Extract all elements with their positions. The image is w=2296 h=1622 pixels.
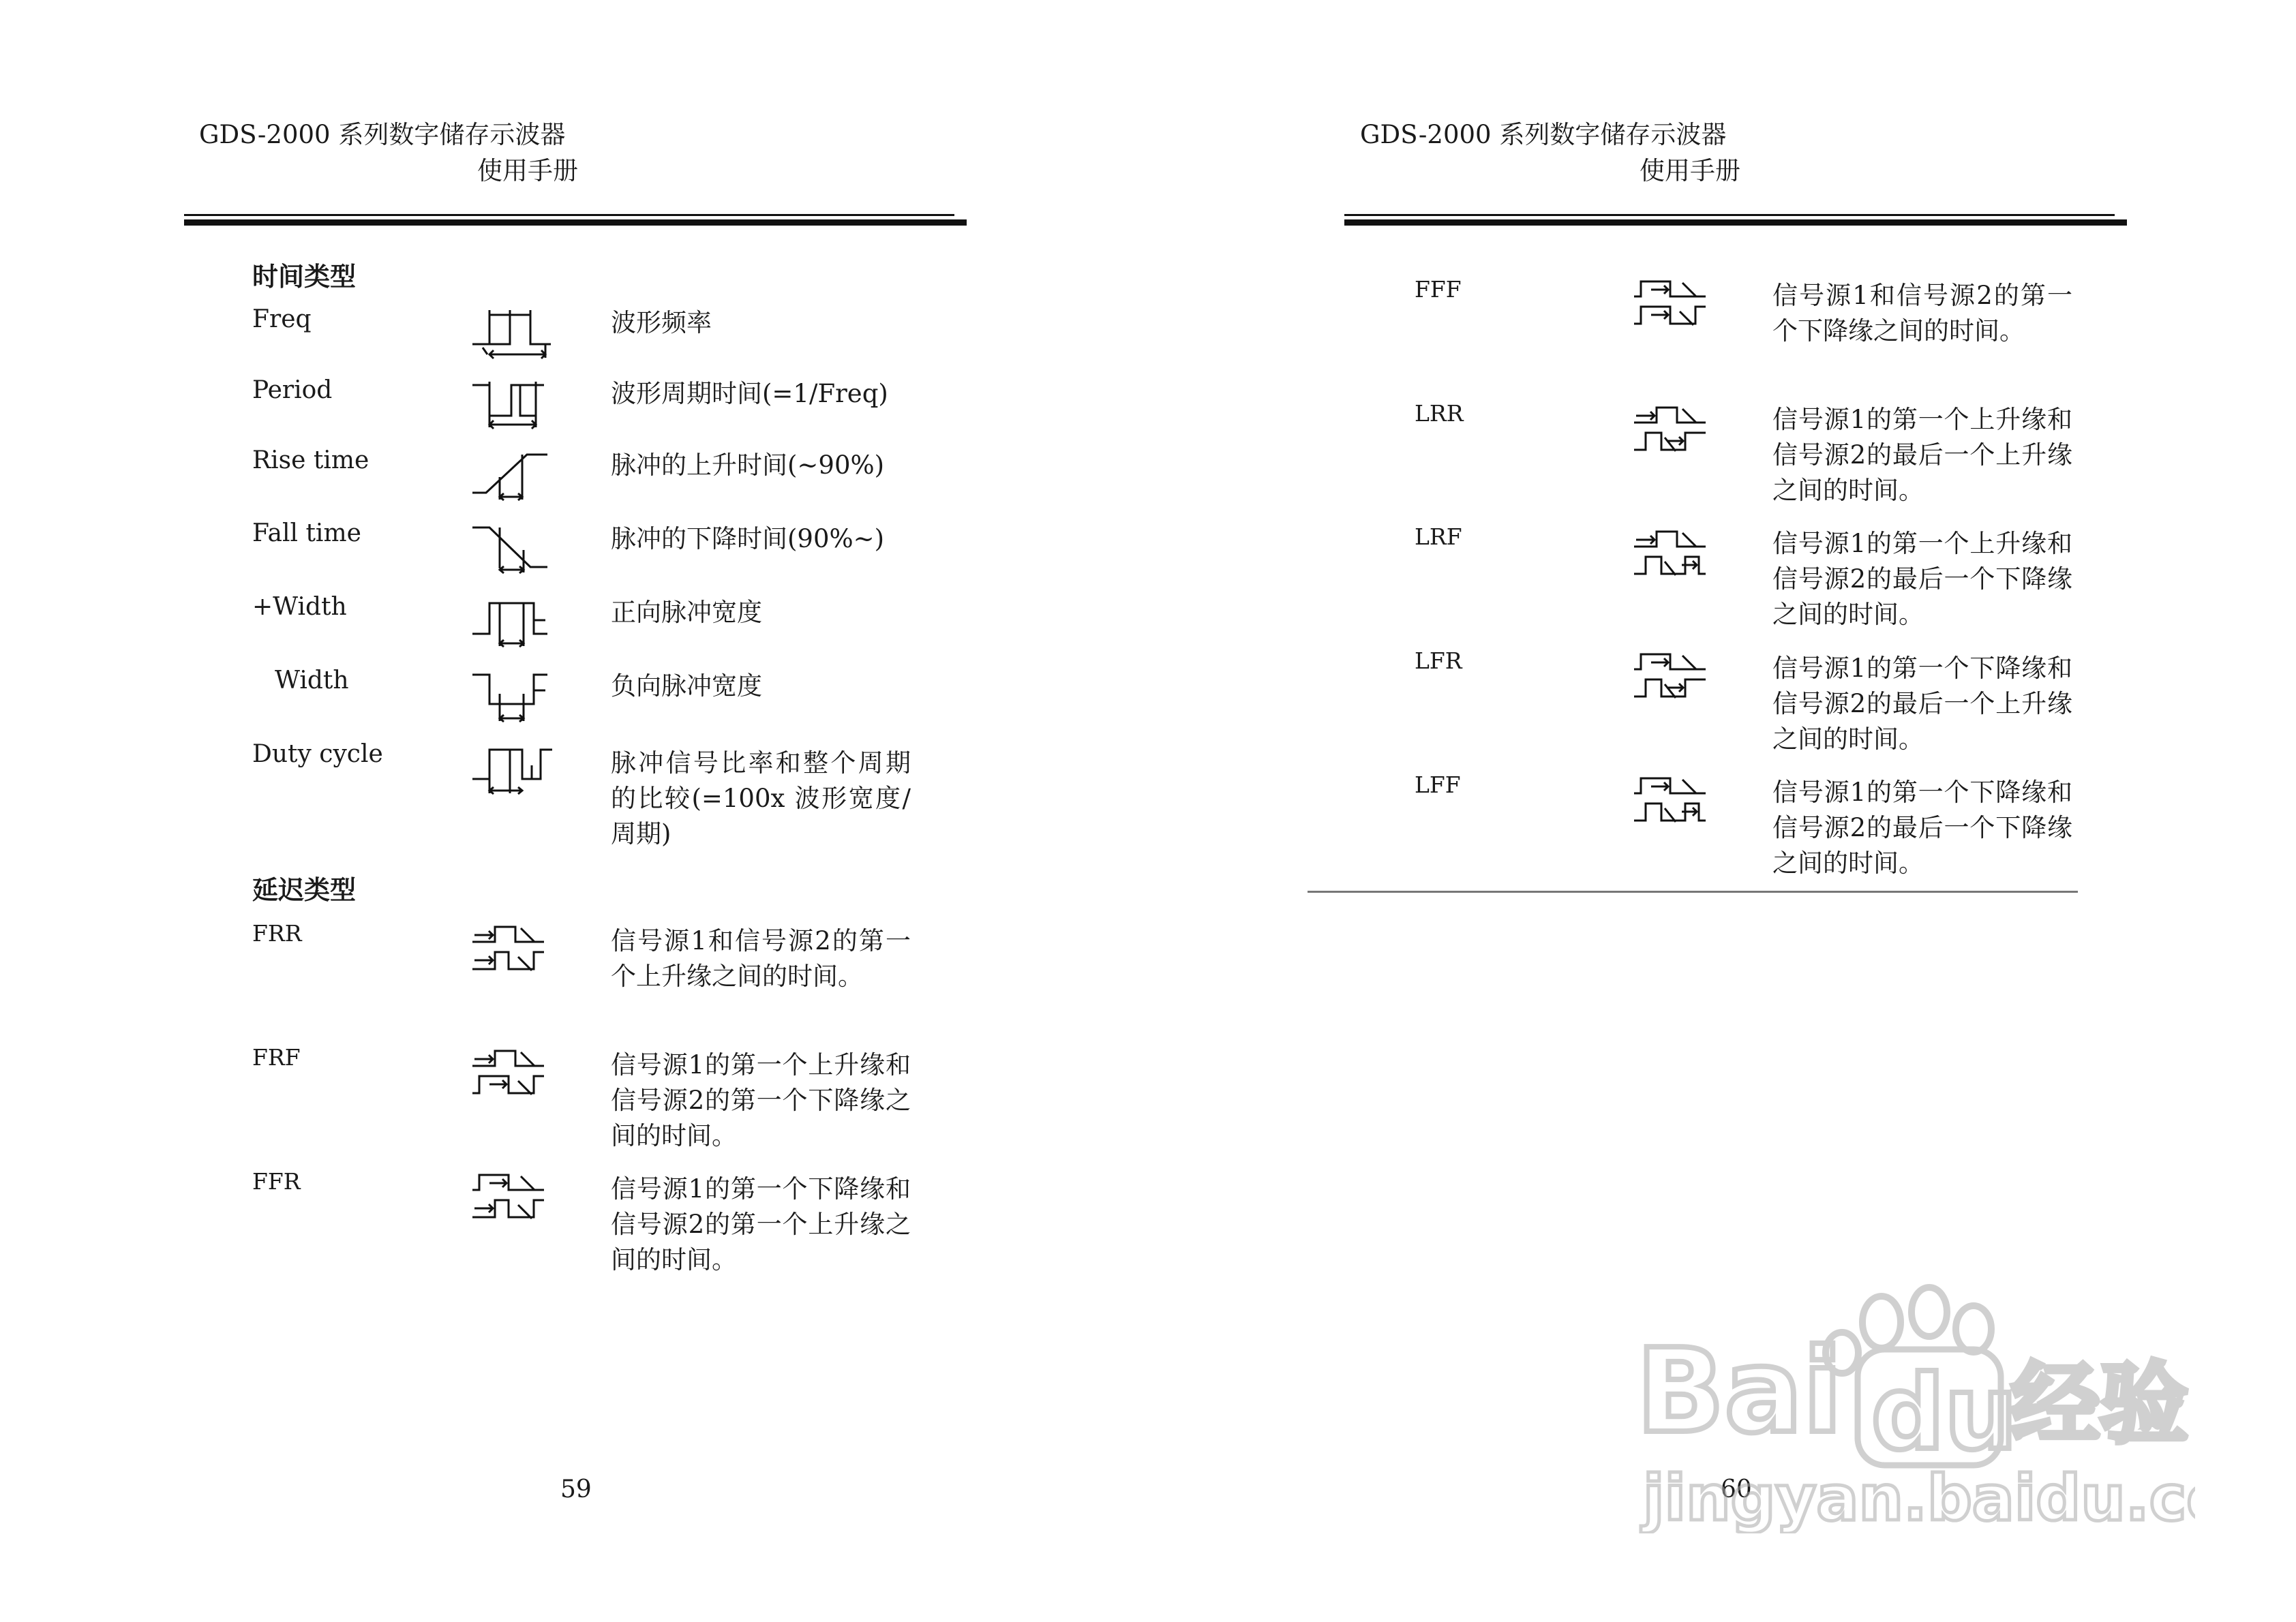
desc-lrr: 信号源1的第一个上升缘和信号源2的最后一个上升缘之间的时间。 — [1772, 405, 2072, 505]
left-header-rule-thick — [184, 219, 967, 226]
desc-frr: 信号源1和信号源2的第一个上升缘之间的时间。 — [611, 926, 911, 991]
left-page-number: 59 — [560, 1475, 592, 1503]
svg-text:Bai: Bai — [1636, 1324, 1843, 1459]
term-frf: FRF — [252, 1044, 301, 1071]
desc-ffr: 信号源1的第一个下降缘和信号源2的第一个上升缘之间的时间。 — [611, 1174, 911, 1274]
right-header-title: GDS-2000 系列数字储存示波器 — [1360, 120, 1727, 149]
lfr-delay-icon — [1631, 649, 1723, 703]
desc-lff: 信号源1的第一个下降缘和信号源2的最后一个下降缘之间的时间。 — [1772, 778, 2072, 878]
desc-period: 波形周期时间(=1/Freq) — [611, 379, 888, 408]
frr-delay-icon — [469, 921, 561, 976]
time-section-title: 时间类型 — [252, 261, 357, 292]
term-lfr: LFR — [1415, 647, 1462, 674]
fff-delay-icon — [1631, 276, 1723, 331]
desc-negative-width: 负向脉冲宽度 — [611, 671, 762, 701]
delay-section-title: 延迟类型 — [252, 874, 357, 905]
desc-positive-width: 正向脉冲宽度 — [611, 598, 762, 627]
negative-width-waveform-icon — [469, 667, 561, 724]
svg-text:经验: 经验 — [2011, 1352, 2189, 1456]
ffr-delay-icon — [469, 1169, 561, 1224]
lrr-delay-icon — [1631, 402, 1723, 457]
term-lrf: LRF — [1415, 523, 1462, 550]
desc-lfr: 信号源1的第一个下降缘和信号源2的最后一个上升缘之间的时间。 — [1772, 654, 2072, 754]
term-fff: FFF — [1415, 276, 1462, 303]
desc-frf: 信号源1的第一个上升缘和信号源2的第一个下降缘之间的时间。 — [611, 1050, 911, 1150]
term-lff: LFF — [1415, 771, 1461, 798]
lrf-delay-icon — [1631, 526, 1723, 581]
term-ffr: FFR — [252, 1168, 301, 1195]
desc-duty-cycle: 脉冲信号比率和整个周期的比较(=100x 波形宽度/周期) — [611, 748, 911, 848]
term-positive-width: +Width — [252, 593, 347, 621]
frequency-waveform-icon — [469, 307, 561, 361]
desc-freq: 波形频率 — [611, 308, 712, 337]
right-page-number: 60 — [1721, 1475, 1752, 1503]
baidu-jingyan-watermark-logo — [1629, 1281, 2195, 1533]
desc-fff: 信号源1和信号源2的第一个下降缘之间的时间。 — [1772, 281, 2072, 346]
term-fall-time: Fall time — [252, 519, 361, 547]
period-waveform-icon — [469, 378, 561, 433]
desc-fall-time: 脉冲的下降时间(90%~) — [611, 524, 885, 553]
term-rise-time: Rise time — [252, 446, 369, 474]
left-header-rule-thin — [184, 214, 954, 216]
left-header-subtitle: 使用手册 — [477, 156, 578, 185]
right-header-subtitle: 使用手册 — [1640, 156, 1740, 185]
desc-lrf: 信号源1的第一个上升缘和信号源2的最后一个下降缘之间的时间。 — [1772, 529, 2072, 629]
term-duty-cycle: Duty cycle — [252, 740, 383, 768]
duty-cycle-waveform-icon — [469, 741, 561, 799]
desc-rise-time: 脉冲的上升时间(~90%) — [611, 450, 885, 480]
term-lrr: LRR — [1415, 400, 1464, 427]
term-frr: FRR — [252, 920, 302, 947]
lff-delay-icon — [1631, 773, 1723, 827]
term-period: Period — [252, 376, 333, 404]
rise-time-waveform-icon — [469, 446, 561, 501]
fall-time-waveform-icon — [469, 519, 561, 574]
svg-text:jingyan.baidu.com: jingyan.baidu.c — [1643, 1462, 2187, 1533]
frf-delay-icon — [469, 1045, 561, 1100]
right-header-rule-thick — [1344, 219, 2127, 226]
svg-text:du: du — [1871, 1354, 2018, 1473]
right-header-rule-thin — [1344, 214, 2115, 216]
term-negative-width: Width — [275, 667, 349, 694]
positive-width-waveform-icon — [469, 593, 561, 651]
left-header-title: GDS-2000 系列数字储存示波器 — [199, 120, 566, 149]
term-freq: Freq — [252, 305, 312, 333]
right-end-rule — [1308, 891, 2078, 893]
